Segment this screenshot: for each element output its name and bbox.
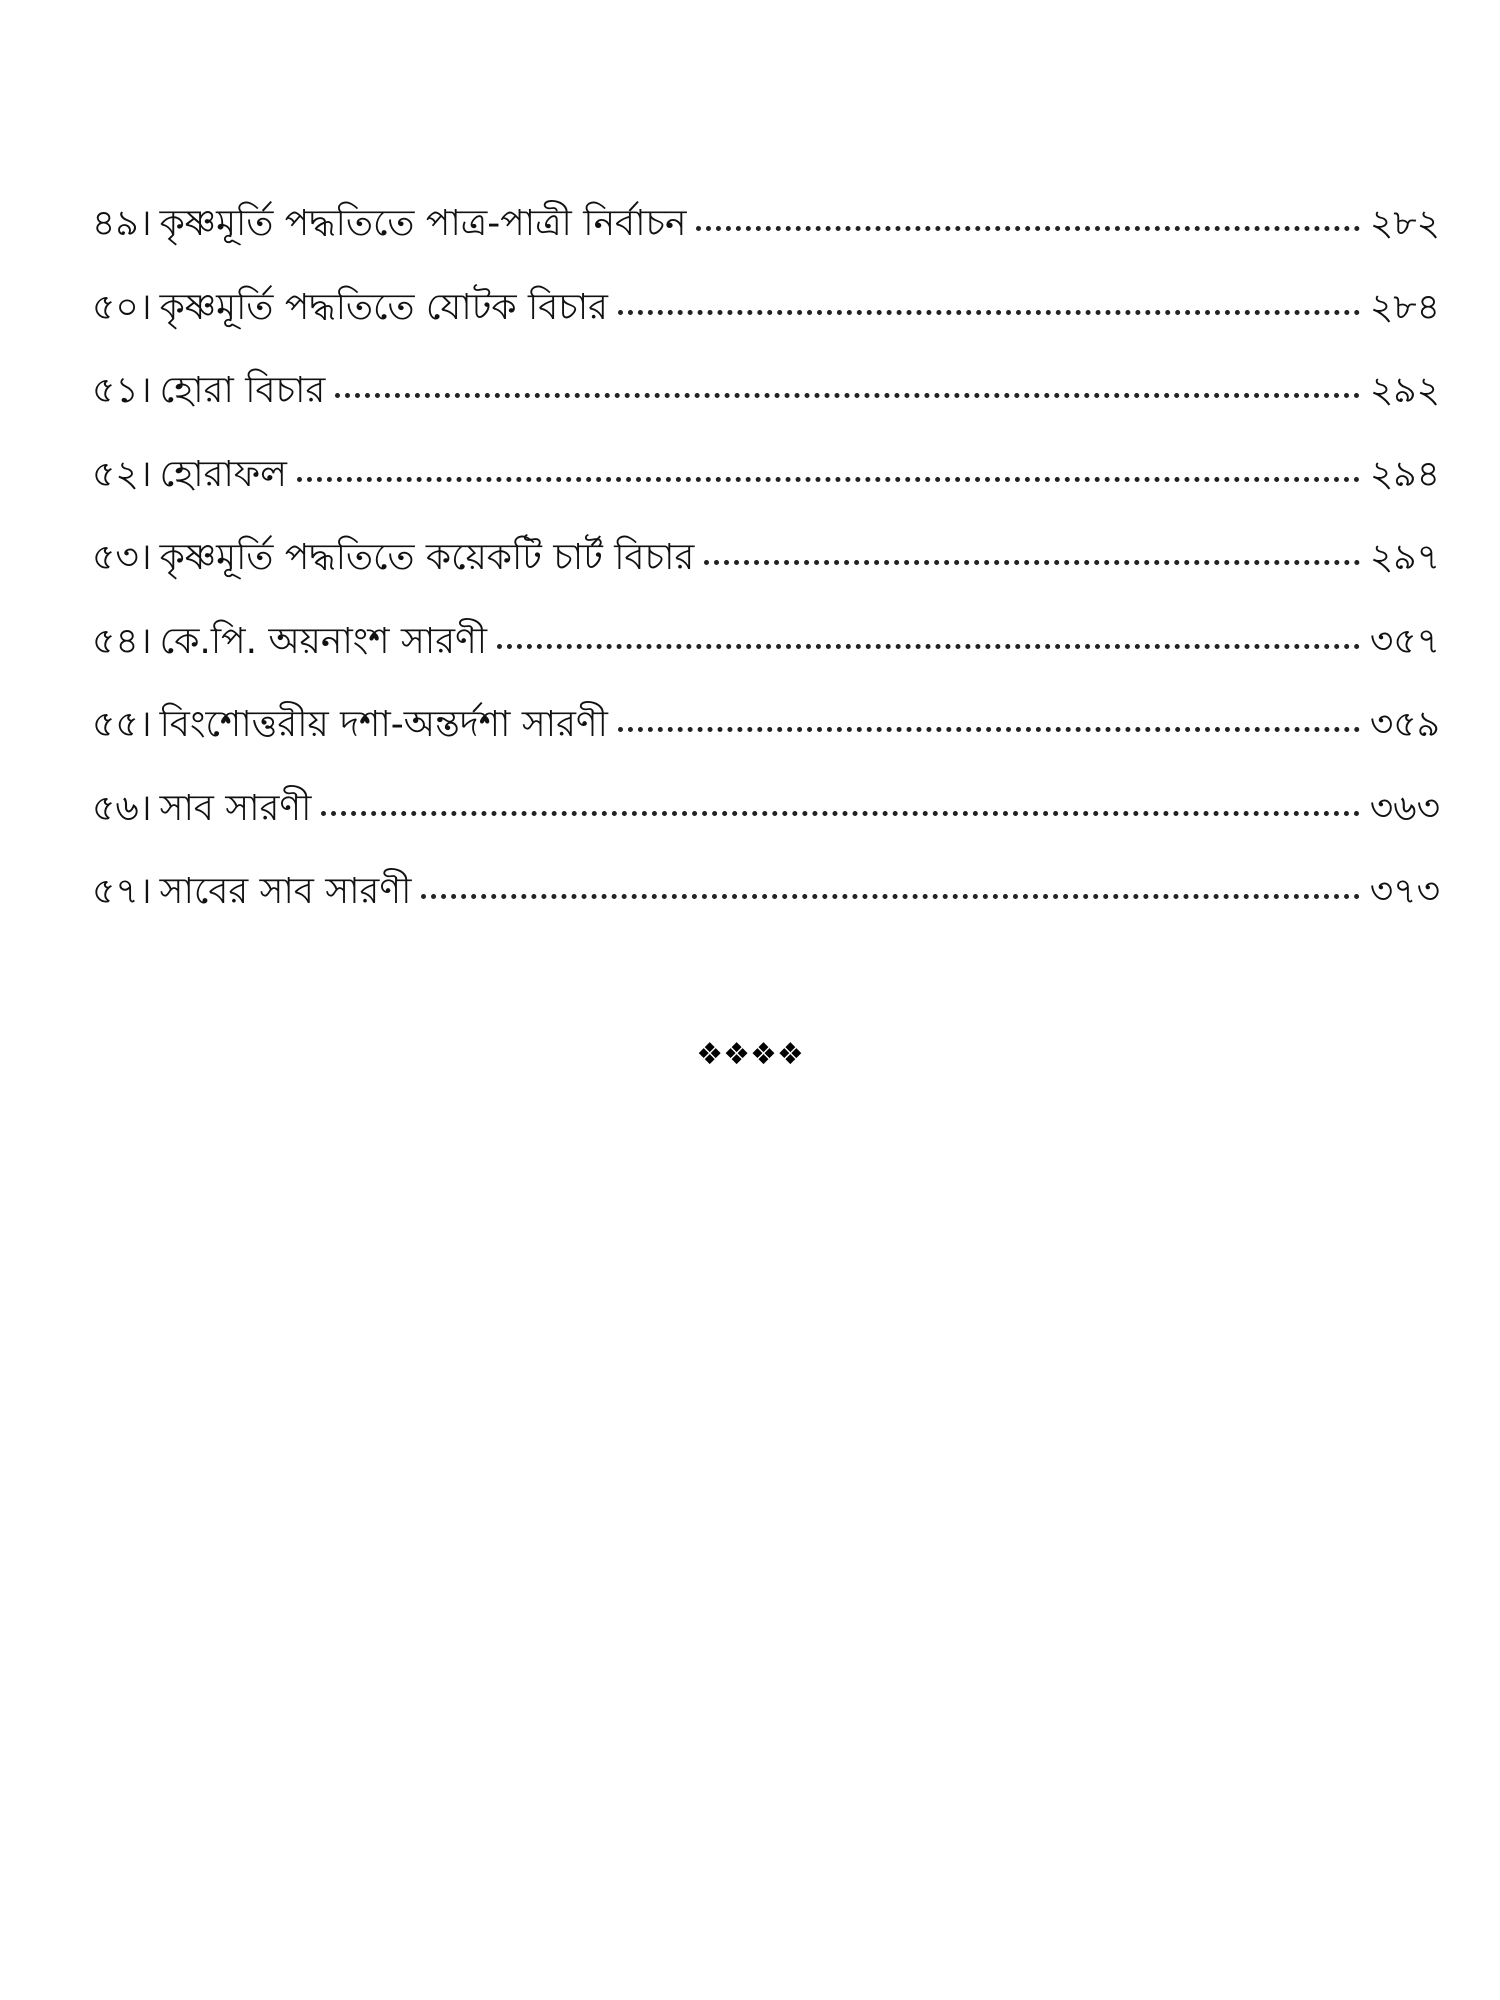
dot-leader [297,477,1360,482]
toc-entry-title: সাবের সাব সারণী [159,871,412,912]
toc-entry-page: ৩৭৩ [1369,871,1440,912]
table-of-contents [92,203,1440,958]
toc-entry [92,286,1440,374]
toc-entry [92,871,1440,958]
four-diamond-ornament-icon [0,1037,1500,1072]
toc-entry-title: কে.পি. অয়নাংশ সারণী [159,620,488,662]
toc-entry-number: ৪৯। [92,203,152,244]
toc-entry-page: ৩৫৭ [1369,620,1440,662]
dot-leader [321,811,1359,816]
toc-entry-number: ৫৫। [92,704,152,745]
toc-entry-number: ৫৩। [92,537,152,578]
toc-entry-page: ৩৬৩ [1369,787,1440,829]
dot-leader [618,310,1360,315]
toc-entry-page: ২৮২ [1369,203,1440,244]
toc-entry [92,620,1440,708]
toc-entry-page: ২৮৪ [1369,286,1440,328]
toc-entry [92,453,1440,541]
ornament-glyph: ❖❖❖❖ [696,1037,804,1072]
toc-entry [92,787,1440,875]
toc-entry-title: হোরা বিচার [159,370,326,411]
toc-entry-title: বিংশোত্তরীয় দশা-অন্তর্দশা সারণী [159,704,608,745]
toc-entry-title: কৃষ্ণমূর্তি পদ্ধতিতে কয়েকটি চার্ট বিচার [159,537,695,578]
dot-leader [497,644,1360,649]
toc-entry [92,537,1440,624]
toc-entry [92,203,1440,290]
toc-entry [92,704,1440,791]
toc-entry-page: ৩৫৯ [1369,704,1440,745]
dot-leader [335,393,1360,398]
toc-entry-page: ২৯৭ [1369,537,1440,578]
toc-entry-number: ৫৬। [92,787,152,829]
toc-entry-number: ৫২। [92,453,152,495]
dot-leader [421,894,1359,899]
toc-entry-page: ২৯৪ [1369,453,1440,495]
toc-entry-number: ৫১। [92,370,152,411]
toc-entry-title: কৃষ্ণমূর্তি পদ্ধতিতে পাত্র-পাত্রী নির্বাচন [159,203,687,244]
toc-entry-number: ৫০। [92,286,152,328]
toc-entry-title: সাব সারণী [159,787,312,829]
dot-leader [696,226,1359,231]
dot-leader [618,727,1360,732]
toc-entry-title: হোরাফল [159,453,287,495]
toc-entry-number: ৫৭। [92,871,152,912]
dot-leader [704,560,1360,565]
toc-entry [92,370,1440,457]
toc-entry-number: ৫৪। [92,620,152,662]
toc-entry-page: ২৯২ [1369,370,1440,411]
toc-entry-title: কৃষ্ণমূর্তি পদ্ধতিতে যোটক বিচার [159,286,608,328]
